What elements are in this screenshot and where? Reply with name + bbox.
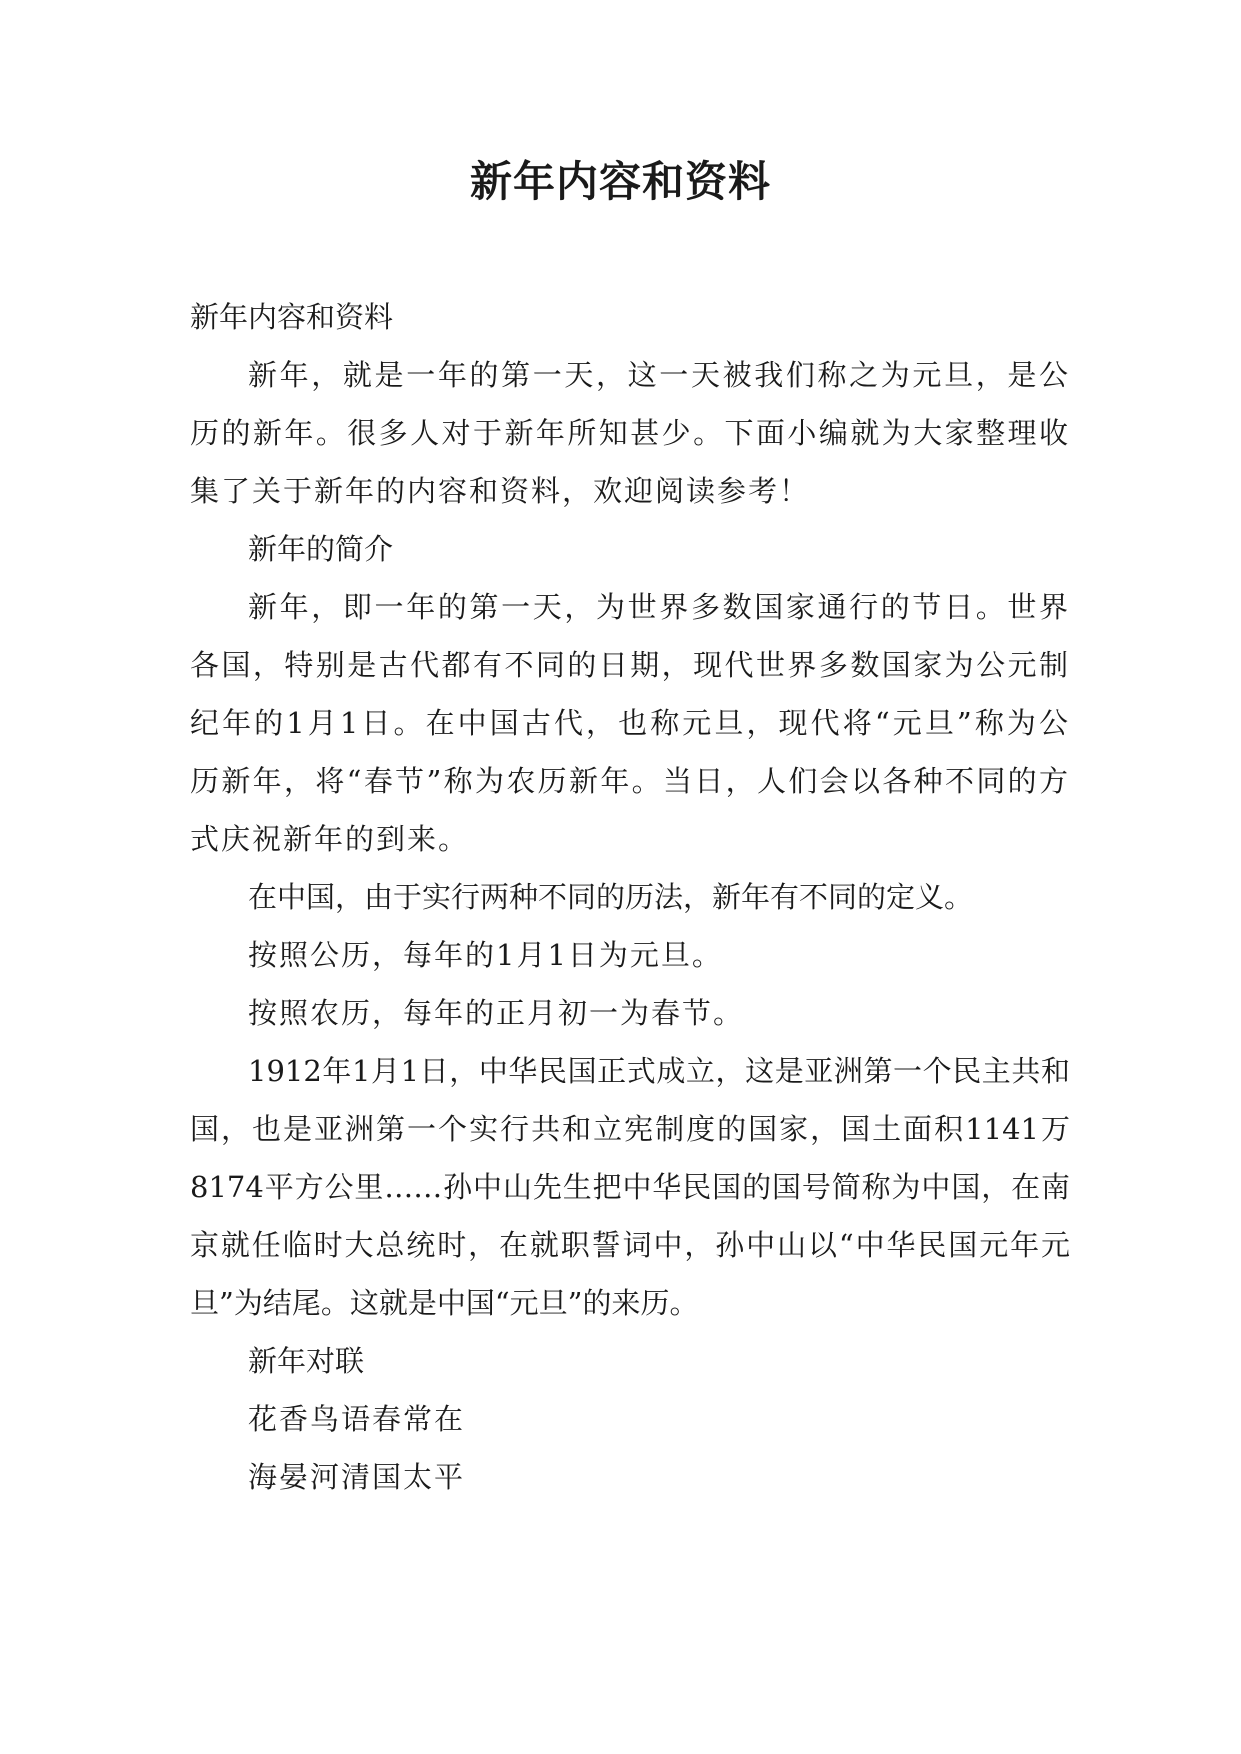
document-body [190, 288, 1070, 1506]
paragraph-history: 1912年1月1日，中华民国正式成立，这是亚洲第一个民主共和国，也是亚洲第一个实行共和立宪制度的国家，国土面积1141万8174平方公里……孙中山先生把中华民国的国号简称为中国，在南京就任临时大总统时，在就职誓词中，孙中山以“中华民国元年元旦”为结尾。这就是中国“元旦”的来历。 [190, 1054, 1070, 1320]
section-heading-intro: 新年的简介 [248, 532, 394, 566]
couplet-line-1: 花香鸟语春常在 [248, 1402, 466, 1436]
paragraph-china-definition: 在中国，由于实行两种不同的历法，新年有不同的定义。 [248, 880, 974, 914]
paragraph-intro: 新年，就是一年的第一天，这一天被我们称之为元旦，是公历的新年。很多人对于新年所知甚少。下面小编就为大家整理收集了关于新年的内容和资料，欢迎阅读参考！ [190, 358, 1070, 508]
paragraph-heading: 新年内容和资料 [190, 300, 394, 334]
couplet-line-2: 海晏河清国太平 [248, 1460, 466, 1494]
paragraph-gregorian: 按照公历，每年的1月1日为元旦。 [248, 938, 723, 972]
document-title: 新年内容和资料 [469, 157, 771, 206]
section-heading-couplets: 新年对联 [248, 1344, 365, 1378]
paragraph-lunar: 按照农历，每年的正月初一为春节。 [248, 996, 745, 1030]
paragraph-new-year-description: 新年，即一年的第一天，为世界多数国家通行的节日。世界各国，特别是古代都有不同的日期，现代世界多数国家为公元制纪年的1月1日。在中国古代，也称元旦，现代将“元旦”称为公历新年，将“春节”称为农历新年。当日，人们会以各种不同的方式庆祝新年的到来。 [190, 590, 1070, 856]
